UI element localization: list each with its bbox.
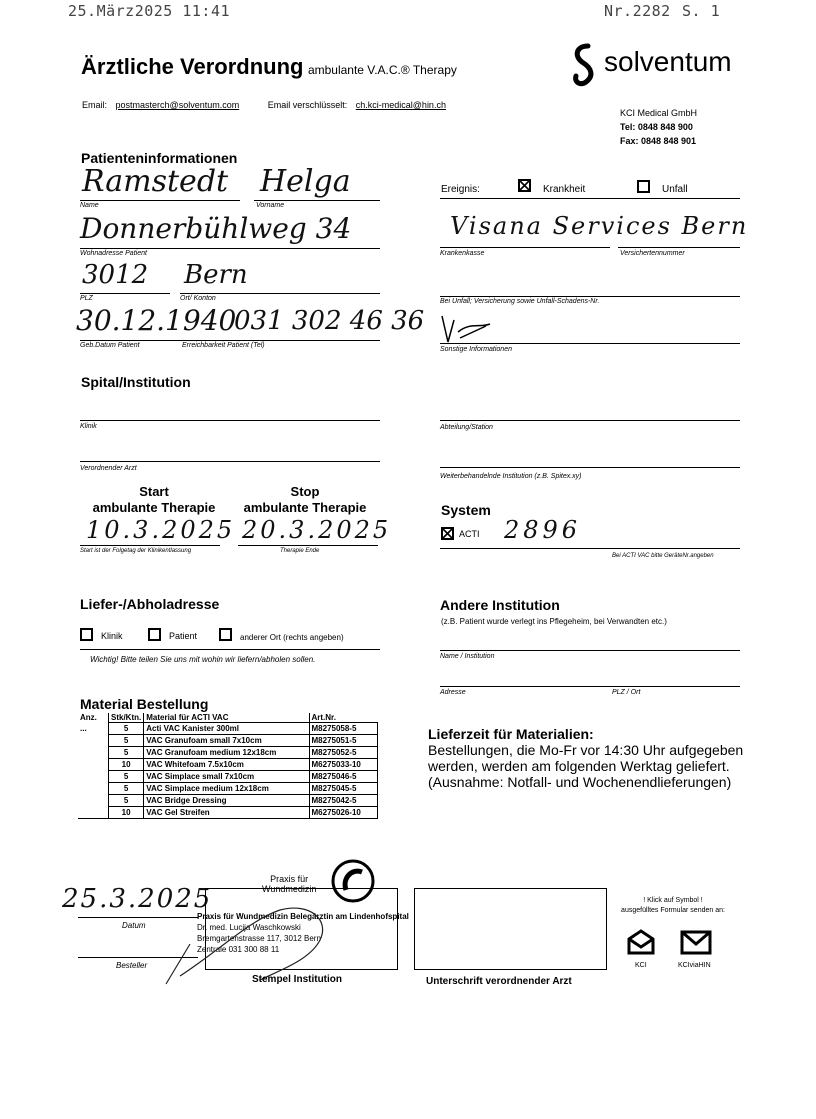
institution-heading: Spital/Institution (81, 374, 191, 390)
stamp-line-3: Praxis für Wundmedizin Belegärztin am Lindenhofspital (197, 912, 409, 921)
table-row (78, 723, 378, 735)
doctor-signature-label: Unterschrift verordnender Arzt (426, 976, 572, 987)
other-inst-name-label: Name / Institution (440, 653, 495, 660)
send-hin-button[interactable] (680, 929, 712, 960)
delivery-time-heading: Lieferzeit für Materialien: (428, 726, 594, 742)
row-article: M8275045-5 (309, 783, 378, 795)
row-article: M8275046-5 (309, 771, 378, 783)
stamp-line-4: Dr. med. Lucija Waschkowski (197, 923, 301, 932)
illness-label: Krankheit (543, 184, 586, 195)
col-per-box: Stk/Ktn. (109, 713, 144, 723)
title-sub: ambulante V.A.C.® Therapy (307, 63, 457, 77)
enc-email-label: Email verschlüsselt: (267, 100, 348, 110)
envelope-hin-icon (680, 929, 712, 955)
delivery-patient-checkbox[interactable] (148, 628, 161, 641)
send-note-1: ! Klick auf Symbol ! (643, 897, 703, 904)
start-note: Start ist der Folgetag der Klinikentlassung (80, 548, 192, 554)
stamp-line-5: Bremgartenstrasse 117, 3012 Bern (197, 934, 321, 943)
title-main: Ärztliche Verordnung (81, 54, 304, 79)
row-material: VAC Granufoam small 7x10cm (144, 735, 309, 747)
patient-zip[interactable]: 3012 (82, 260, 149, 290)
row-per-box: 10 (109, 759, 144, 771)
start-heading (80, 484, 228, 516)
zip-label: PLZ (80, 295, 93, 302)
stamp-line-6: Zentrale 031 300 88 11 (197, 945, 280, 954)
send-note (608, 896, 738, 916)
col-qty: Anz. (80, 713, 97, 723)
brand-name: solventum (604, 46, 732, 77)
row-per-box: 5 (109, 747, 144, 759)
row-qty[interactable] (78, 759, 109, 771)
acti-label: ACTI (459, 529, 480, 539)
col-material: Material für ACTI VAC (144, 713, 309, 723)
delivery-clinic-checkbox[interactable] (80, 628, 93, 641)
delivery-time-text-3: (Ausnahme: Notfall- und Wochenendlieferungen) (428, 774, 732, 790)
row-per-box: 5 (109, 735, 144, 747)
delivery-other-checkbox[interactable] (219, 628, 232, 641)
row-qty[interactable] (78, 795, 109, 807)
row-qty[interactable] (78, 807, 109, 819)
row-qty[interactable] (78, 771, 109, 783)
row-article: M8275052-5 (309, 747, 378, 759)
row-per-box: 5 (109, 783, 144, 795)
doctor-signature-box[interactable] (414, 888, 607, 970)
delivery-time-block (428, 726, 743, 790)
delivery-patient-label: Patient (169, 631, 198, 641)
device-number[interactable]: 2896 (504, 516, 582, 544)
other-info-label: Sonstige Informationen (440, 346, 512, 353)
patient-heading: Patienteninformationen (81, 150, 238, 166)
start-date[interactable]: 10.3.2025 (86, 516, 236, 544)
delivery-heading: Liefer-/Abholadresse (80, 596, 220, 612)
row-qty[interactable] (78, 783, 109, 795)
col-article: Art.Nr. (309, 713, 378, 723)
send-kci-button[interactable] (626, 929, 656, 960)
orderer-label: Besteller (116, 961, 148, 970)
accident-insurance-label: Bei Unfall; Versicherung sowie Unfall-Schadens-Nr. (440, 298, 600, 305)
table-row (78, 747, 378, 759)
row-per-box: 5 (109, 795, 144, 807)
send-kci-label: KCI (635, 962, 647, 969)
send-hin-label: KCIviaHIN (678, 962, 711, 969)
table-row (78, 783, 378, 795)
company-name: KCI Medical GmbH (620, 108, 698, 118)
envelope-open-icon (626, 929, 656, 955)
row-article: M6275026-10 (309, 807, 378, 819)
clinic-label: Klinik (80, 423, 97, 430)
material-table (78, 713, 378, 819)
insurance-number-label: Versichertennummer (620, 250, 685, 257)
row-qty[interactable] (78, 735, 109, 747)
table-row (78, 759, 378, 771)
email-link[interactable]: postmasterch@solventum.com (115, 100, 240, 110)
patient-name[interactable]: Ramstedt (82, 164, 229, 199)
contact-line (82, 100, 446, 110)
delivery-time-text-2: werden, werden am folgenden Werktag geliefert. (428, 758, 730, 774)
other-inst-zip-label: PLZ / Ort (612, 689, 641, 696)
table-row (78, 735, 378, 747)
row-material: Acti VAC Kanister 300ml (144, 723, 309, 735)
table-row (78, 771, 378, 783)
solventum-logo-icon (568, 42, 602, 88)
row-article: M6275033-10 (309, 759, 378, 771)
row-material: VAC Simplace medium 12x18cm (144, 783, 309, 795)
row-material: VAC Gel Streifen (144, 807, 309, 819)
device-note: Bei ACTI VAC bitte GeräteNr.angeben (612, 553, 714, 559)
patient-phone[interactable]: 031 302 46 36 (234, 306, 425, 336)
email-label: Email: (82, 100, 108, 110)
stop-heading-1: Stop (290, 484, 320, 499)
row-qty[interactable] (78, 747, 109, 759)
name-label: Name (80, 202, 99, 209)
stop-heading-2: ambulante Therapie (243, 500, 367, 515)
company-info (620, 106, 697, 148)
phone-label: Erreichbarkeit Patient (Tel) (182, 342, 265, 349)
row-per-box: 5 (109, 771, 144, 783)
fax-date: 25.März2025 11:41 (68, 2, 231, 20)
patient-city[interactable]: Bern (184, 260, 248, 290)
row-article: M8275042-5 (309, 795, 378, 807)
row-material: VAC Granufoam medium 12x18cm (144, 747, 309, 759)
start-heading-1: Start (139, 484, 169, 499)
start-heading-2: ambulante Therapie (92, 500, 216, 515)
accident-checkbox[interactable] (637, 180, 650, 193)
doctor-label: Verordnender Arzt (80, 465, 137, 472)
row-per-box: 5 (109, 723, 144, 735)
delivery-clinic-label: Klinik (101, 631, 123, 641)
insurance-label: Krankenkasse (440, 250, 485, 257)
stamp-line-2: Wundmedizin (262, 884, 317, 894)
patient-dob[interactable]: 30.12.1940 (76, 304, 237, 337)
row-article: M8275051-5 (309, 735, 378, 747)
delivery-other-label: anderer Ort (rechts angeben) (240, 633, 344, 642)
row-material: VAC Simplace small 7x10cm (144, 771, 309, 783)
address-label: Wohnadresse Patient (80, 250, 147, 257)
dept-label: Abteilung/Station (440, 424, 493, 431)
system-heading: System (441, 502, 491, 518)
company-fax: Fax: 0848 848 901 (620, 136, 697, 146)
row-qty[interactable]: ... (78, 723, 109, 735)
other-inst-note: (z.B. Patient wurde verlegt ins Pflegeheim, bei Verwandten etc.) (441, 617, 667, 626)
stop-heading (234, 484, 376, 516)
stamp-label: Stempel Institution (252, 974, 342, 985)
stop-note: Therapie Ende (280, 548, 320, 554)
illness-checkbox[interactable] (518, 179, 531, 192)
acti-checkbox[interactable] (441, 527, 454, 540)
table-row (78, 807, 378, 819)
enc-email-link[interactable]: ch.kci-medical@hin.ch (355, 100, 446, 110)
patient-address[interactable]: Donnerbühlweg 34 (80, 212, 352, 245)
form-title (81, 54, 457, 80)
further-inst-label: Weiterbehandelnde Institution (z.B. Spitex.xy) (440, 473, 582, 480)
row-per-box: 10 (109, 807, 144, 819)
stamp-line-1: Praxis für (270, 874, 309, 884)
insurance-name[interactable]: Visana Services Bern (450, 212, 749, 240)
firstname-label: Vorname (256, 202, 285, 209)
other-inst-address-label: Adresse (440, 689, 466, 696)
solventum-logo (568, 42, 602, 93)
table-row (78, 795, 378, 807)
row-material: VAC Whitefoam 7.5x10cm (144, 759, 309, 771)
city-label: Ort/ Konton (180, 295, 216, 302)
fax-number: Nr.2282 (604, 2, 671, 20)
company-tel: Tel: 0848 848 900 (620, 122, 693, 132)
send-note-2: ausgefülltes Formular senden an: (621, 907, 725, 914)
row-article: M8275058-5 (309, 723, 378, 735)
delivery-time-text-1: Bestellungen, die Mo-Fr vor 14:30 Uhr aufgegeben (428, 742, 744, 758)
signature-date[interactable]: 25.3.2025 (62, 884, 213, 914)
delivery-note: Wichtig! Bitte teilen Sie uns mit wohin wir liefern/abholen sollen. (90, 655, 316, 664)
row-material: VAC Bridge Dressing (144, 795, 309, 807)
material-heading: Material Bestellung (80, 696, 209, 712)
event-label: Ereignis: (441, 184, 480, 195)
stop-date[interactable]: 20.3.2025 (242, 516, 392, 544)
dob-label: Geb.Datum Patient (80, 342, 140, 349)
other-inst-heading: Andere Institution (440, 597, 560, 613)
patient-firstname[interactable]: Helga (260, 164, 351, 199)
accident-label: Unfall (662, 184, 688, 195)
fax-page: S. 1 (682, 2, 721, 20)
date-label: Datum (122, 921, 146, 930)
